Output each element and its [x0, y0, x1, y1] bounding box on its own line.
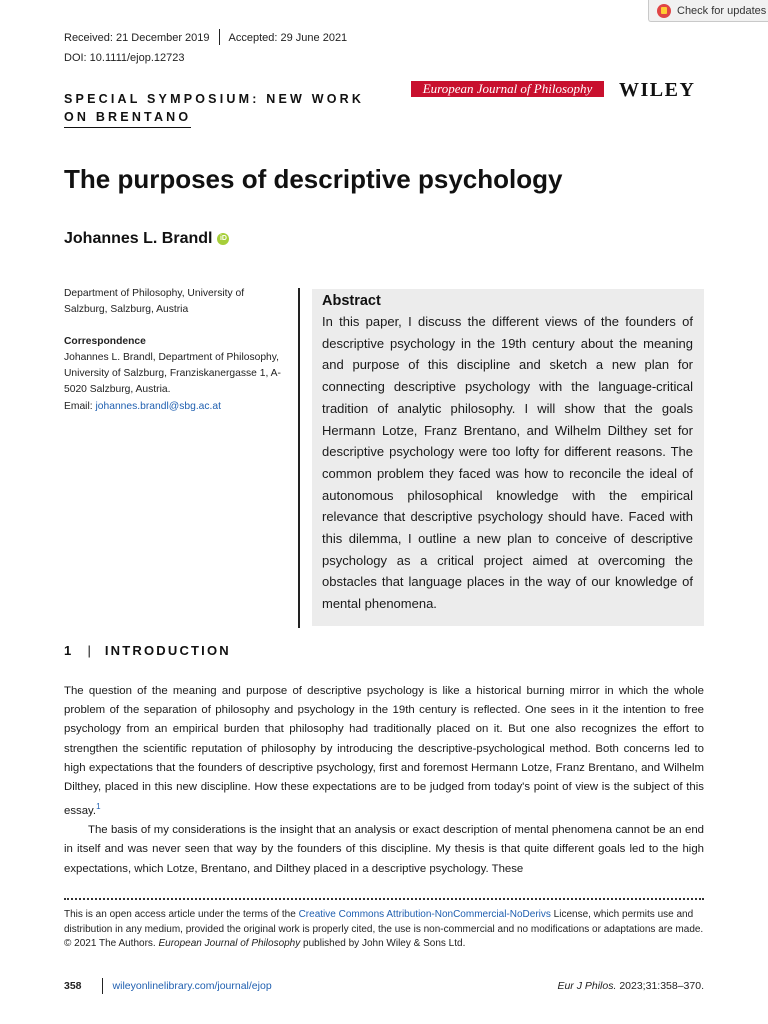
copyright-post: published by John Wiley & Sons Ltd.: [303, 938, 466, 950]
abstract-heading: Abstract: [322, 293, 381, 309]
received-date: Received: 21 December 2019: [64, 32, 210, 44]
affiliation-block: [64, 286, 284, 415]
license-link[interactable]: Creative Commons Attribution-NonCommercial-NoDerivs: [298, 909, 551, 920]
footer-separator: [102, 978, 103, 994]
citation-details: 2023;31:358–370.: [619, 980, 704, 992]
license-post: License, which permits use and distribution in any medium, provided the original work is properly cited, the use is non-commercial and no modifications or adaptations are made.: [64, 909, 704, 935]
article-dates: [64, 29, 347, 45]
body-paragraph: The basis of my considerations is the insight that an analysis or exact description of mental phenomena cannot be an end in itself and was never seen that way by the founders of this discipline. My thesis is that quite different goals led to the high expectations, which Lotze, Brentano, and Dilthey placed in a descriptive psychology. These: [64, 824, 704, 875]
accepted-date: Accepted: 29 June 2021: [228, 32, 348, 44]
abstract-box: [312, 289, 704, 626]
copyright-line: [64, 937, 704, 952]
license-text: [64, 908, 704, 937]
check-for-updates-label: Check for updates: [677, 4, 767, 17]
journal-url-link[interactable]: wileyonlinelibrary.com/journal/ejop: [112, 980, 272, 992]
citation-journal: Eur J Philos.: [557, 980, 617, 992]
orcid-icon[interactable]: iD: [217, 233, 229, 245]
footnote-ref[interactable]: 1: [96, 802, 101, 812]
footnote-divider: [64, 898, 704, 900]
citation: [557, 980, 704, 992]
body-paragraph: [64, 682, 704, 821]
license-notice: [64, 908, 704, 952]
copyright-pre: © 2021 The Authors.: [64, 938, 156, 950]
date-separator: [219, 29, 220, 45]
correspondence-address: Johannes L. Brandl, Department of Philosophy, University of Salzburg, Franziskanergasse 1, A-5020 Salzburg, Austria.: [64, 351, 281, 396]
crossmark-icon: [657, 4, 671, 18]
paragraph-1-text: The question of the meaning and purpose of descriptive psychology is like a historical burning mirror in which the whole problem of the separation of philosophy and psychology in the 19th century is reflected. One sees in it the intention to free psychology from an empirical burden that philosophy had traditionally placed on it. But one also recognizes the effort to strengthen the scientific reputation of philosophy by introducing the descriptive-psychological method. Both concerns led to high expectations that the founders of descriptive psychology, first and foremost Hermann Lotze, Franz Brentano, and Wilhelm Dilthey, placed in this new discipline. How these expectations are to be judged from today's point of view is the subject of this essay.: [64, 685, 704, 818]
email-link[interactable]: johannes.brandl@sbg.ac.at: [95, 400, 222, 412]
copyright-journal: European Journal of Philosophy: [158, 938, 301, 950]
email-label: Email:: [64, 400, 93, 412]
email-line: [64, 399, 284, 415]
journal-banner: European Journal of Philosophy: [411, 81, 604, 97]
license-pre: This is an open access article under the terms of the: [64, 909, 296, 920]
publisher-logo: WILEY: [619, 79, 696, 101]
check-for-updates-button[interactable]: [648, 0, 768, 22]
symposium-label: [64, 90, 364, 128]
abstract-text: In this paper, I discuss the different views of the founders of descriptive psychology in the 19th century about the meaning and purpose of this discipline and sketch a new plan for connecting descriptive psychology with the language-critical tradition of analytic philosophy. I will show that the goals Hermann Lotze, Franz Brentano, and Wilhelm Dilthey set for descriptive psychology were too lofty for different reasons. The common problem they faced was how to reconcile the ideal of autonomous philosophical knowledge with the empirical relevance that descriptive psychology should have. Faced with this dilemma, I outline a new plan to conceive of descriptive psychology as a critical project aimed at overcoming the obstacles that language places in the way of our knowledge of mental phenomena.: [322, 314, 693, 612]
section-heading: [64, 643, 231, 658]
correspondence-heading: Correspondence: [64, 335, 146, 347]
section-title: INTRODUCTION: [104, 643, 231, 658]
author: [64, 230, 229, 248]
author-name: Johannes L. Brandl: [64, 230, 213, 247]
article-title: The purposes of descriptive psychology: [64, 164, 563, 194]
symposium-line-1: SPECIAL SYMPOSIUM: NEW WORK: [64, 92, 365, 106]
section-separator: |: [87, 643, 91, 658]
page-number: 358: [64, 980, 82, 992]
page-footer: [64, 978, 704, 994]
doi: DOI: 10.1111/ejop.12723: [64, 52, 185, 64]
department: Department of Philosophy, University of Salzburg, Salzburg, Austria: [64, 288, 245, 316]
symposium-line-2: ON BRENTANO: [64, 108, 191, 128]
section-number: 1: [64, 643, 74, 658]
body-text: [64, 682, 704, 879]
abstract-rule: [298, 288, 300, 628]
